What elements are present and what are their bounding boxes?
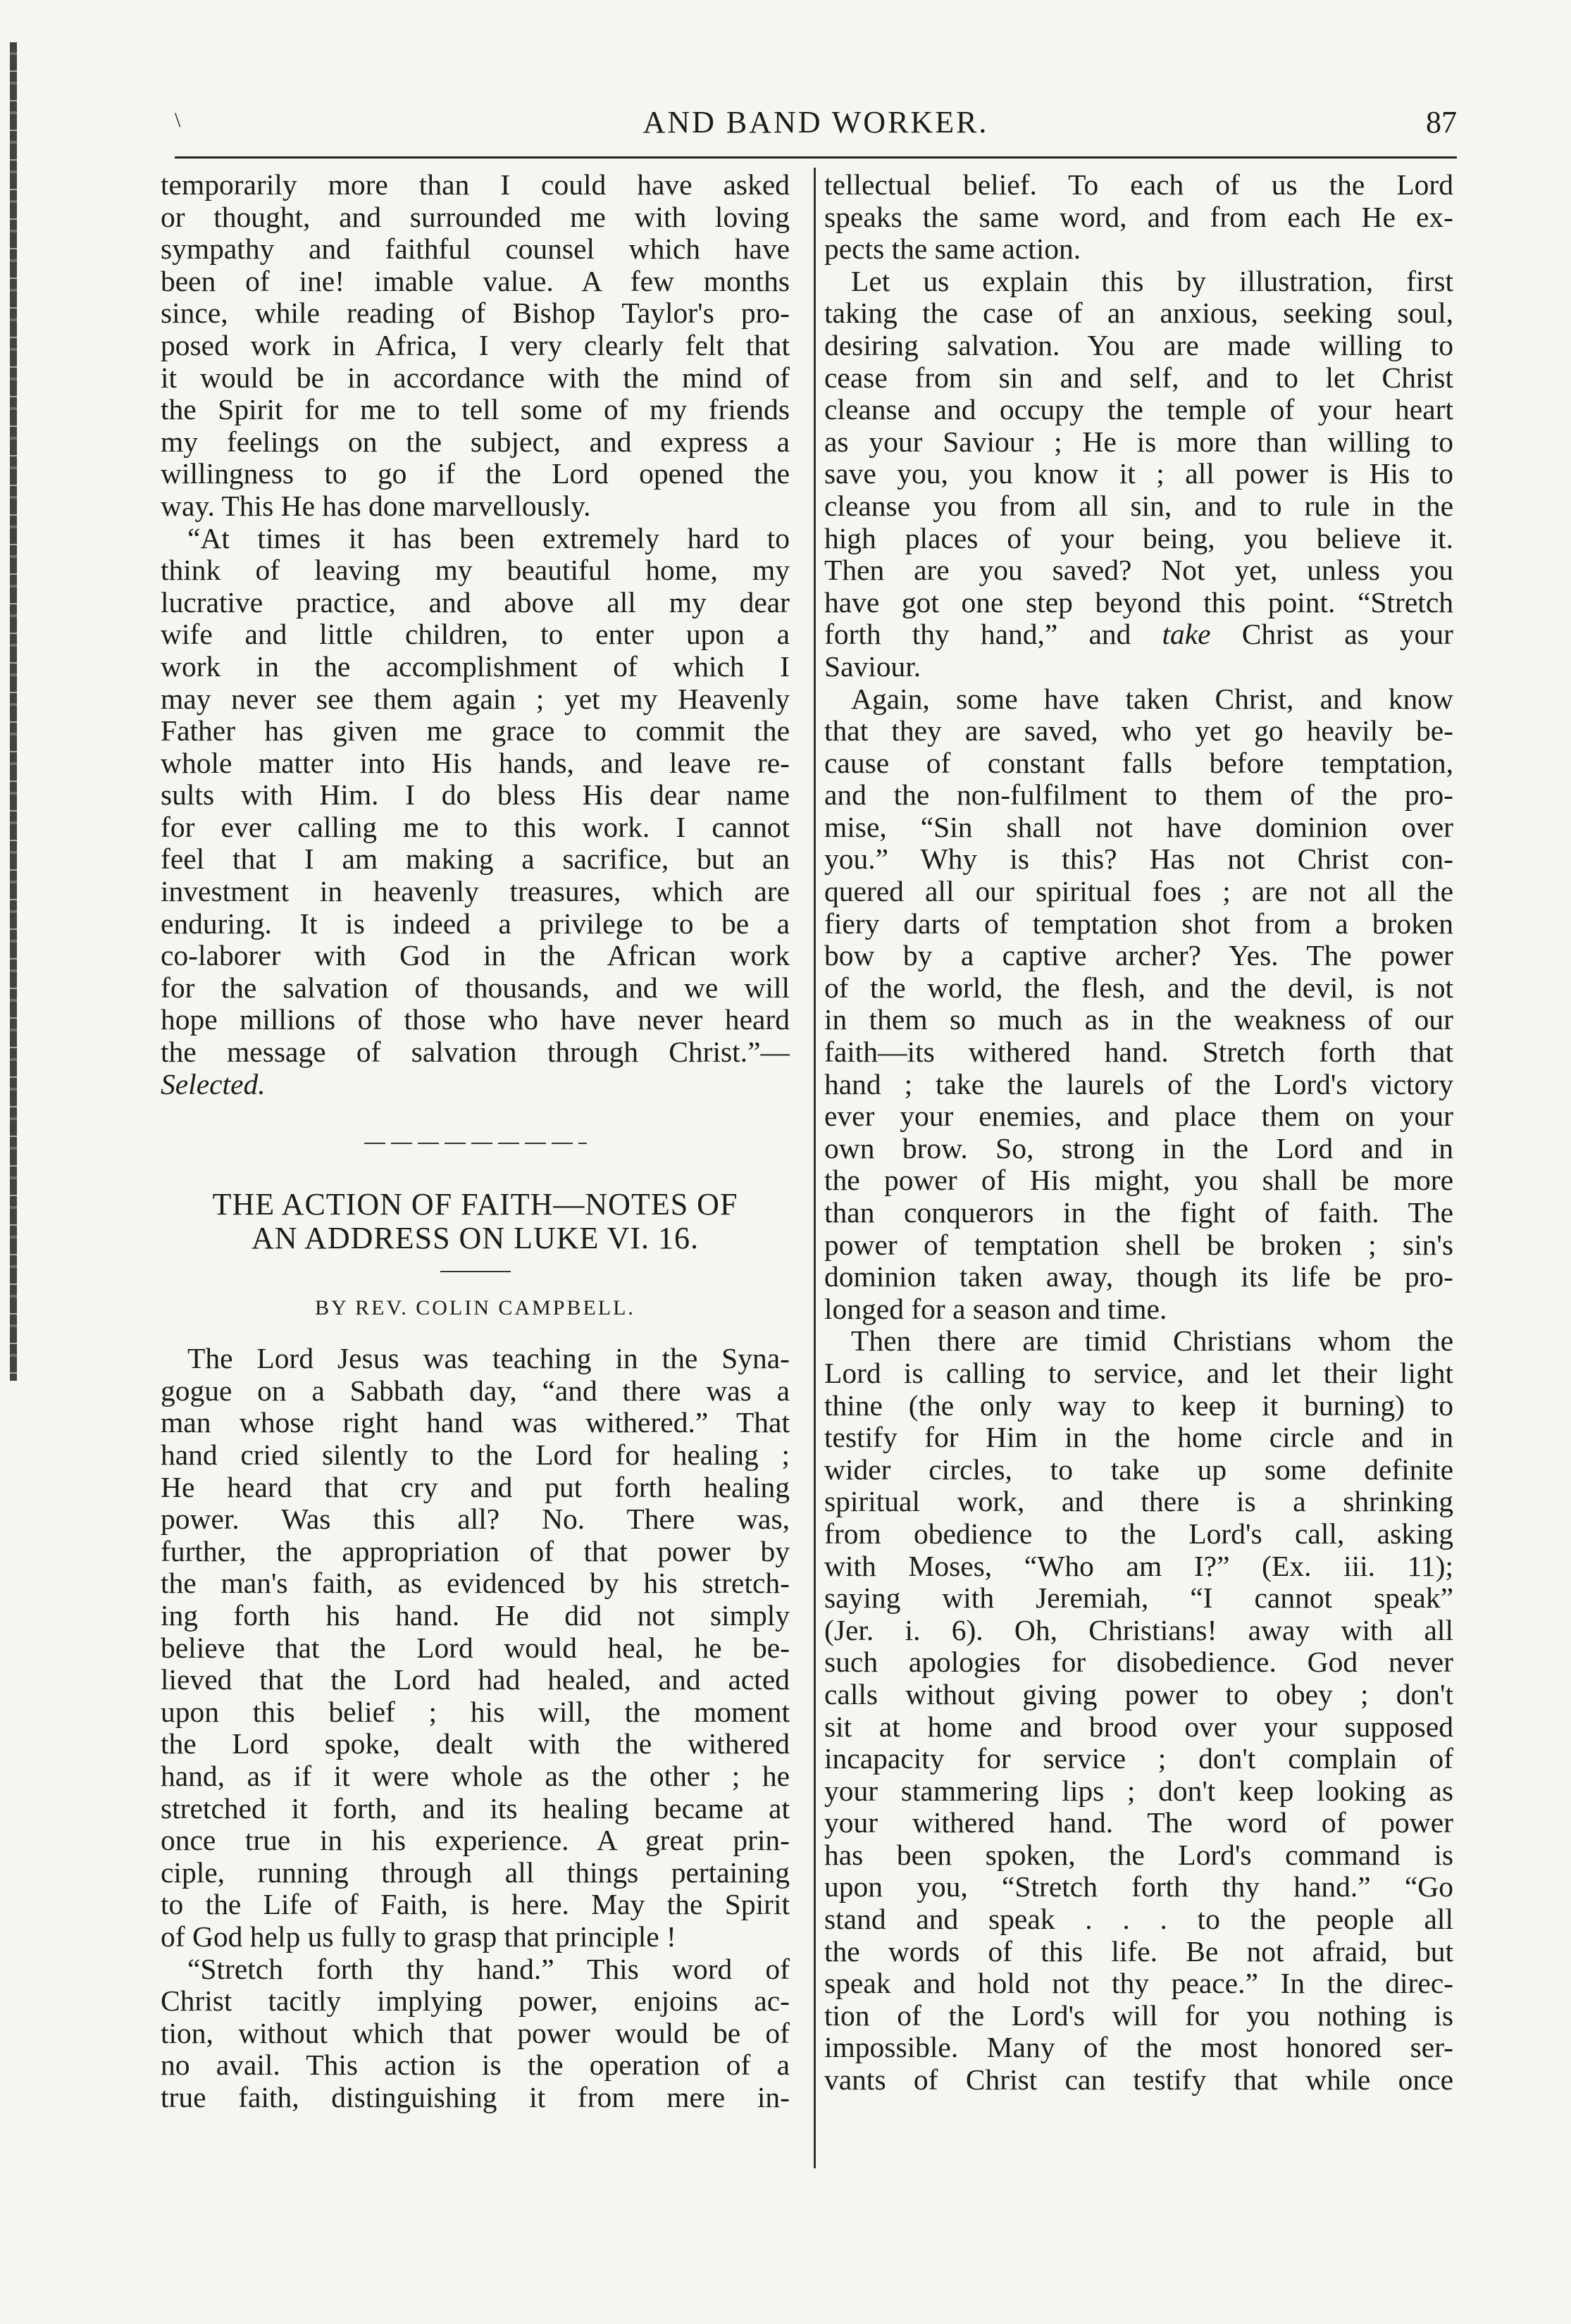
text-line: power of temptation shell be broken ; sin's — [824, 1229, 1453, 1261]
text-line: desiring salvation. You are made willing to — [824, 329, 1453, 361]
left-paragraph-4 — [161, 1953, 790, 2114]
text-line: taking the case of an anxious, seeking soul, — [824, 297, 1453, 330]
left-paragraph-2 — [161, 523, 790, 1101]
text-line: of God help us fully to grasp that principle ! — [161, 1920, 676, 1953]
left-column — [161, 169, 790, 2113]
text-line: tion, without which that power would be of — [161, 2017, 790, 2049]
right-column — [824, 169, 1453, 2096]
text-line: faith—its withered hand. Stretch forth that — [824, 1036, 1453, 1069]
header-mark: \ — [175, 108, 181, 132]
text-line: once true in his experience. A great prin- — [161, 1825, 790, 1857]
text-line: save you, you know it ; all power is His to — [824, 458, 1453, 490]
text-line: Let us explain this by illustration, first — [851, 265, 1453, 297]
text-line: has been spoken, the Lord's command is — [824, 1839, 1453, 1871]
text-line: believe that the Lord would heal, he be- — [161, 1632, 790, 1664]
text-line: lieved that the Lord had healed, and acted — [161, 1664, 790, 1696]
text-line: enduring. It is indeed a privilege to be a — [161, 907, 790, 940]
text-line: been of ine! imable value. A few months — [161, 265, 790, 297]
text-line: speaks the same word, and from each He ex- — [824, 201, 1453, 233]
text-line: Again, some have taken Christ, and know — [851, 683, 1453, 715]
text-line: ciple, running through all things pertaining — [161, 1856, 790, 1889]
section-title-line: AN ADDRESS ON LUKE VI. 16. — [251, 1222, 700, 1256]
text-line: such apologies for disobedience. God never — [824, 1646, 1453, 1679]
text-line: sympathy and faithful counsel which have — [161, 233, 790, 266]
text-line: incapacity for service ; don't complain of — [824, 1743, 1453, 1775]
text-line: cause of constant falls before temptation, — [824, 747, 1453, 779]
section-title-line: THE ACTION OF FAITH—NOTES OF — [212, 1188, 738, 1222]
text-fragment: forth thy hand,” and — [824, 619, 1162, 651]
text-line: have got one step beyond this point. “Stretch — [824, 586, 1453, 619]
text-line: speak and hold not thy peace.” In the direc- — [824, 1968, 1453, 2000]
text-line: cease from sin and self, and to let Christ — [824, 361, 1453, 394]
text-line: upon you, “Stretch forth thy hand.” “Go — [824, 1871, 1453, 1903]
text-line: with Moses, “Who am I?” (Ex. iii. 11); — [824, 1550, 1453, 1582]
text-line: posed work in Africa, I very clearly felt that — [161, 329, 790, 361]
text-line: that they are saved, who yet go heavily be- — [824, 715, 1453, 747]
text-line: hand cried silently to the Lord for healing ; — [161, 1439, 790, 1471]
text-line: cleanse you from all sin, and to rule in the — [824, 490, 1453, 522]
text-line: tellectual belief. To each of us the Lord — [824, 169, 1453, 201]
text-line: willingness to go if the Lord opened the — [161, 458, 790, 490]
text-line: ing forth his hand. He did not simply — [161, 1599, 790, 1632]
right-paragraph-1 — [824, 169, 1453, 266]
text-line: gogue on a Sabbath day, “and there was a — [161, 1374, 790, 1407]
text-line: quered all our spiritual foes ; are not all the — [824, 876, 1453, 908]
text-line: may never see them again ; yet my Heavenly — [161, 683, 790, 715]
text-line: Then are you saved? Not yet, unless you — [824, 554, 1453, 587]
text-line: you.” Why is this? Has not Christ con- — [824, 843, 1453, 876]
text-line: to the Life of Faith, is here. May the Spirit — [161, 1889, 790, 1921]
text-line: hand, as if it were whole as the other ; he — [161, 1760, 790, 1792]
text-line: for the salvation of thousands, and we will — [161, 971, 790, 1004]
text-line: The Lord Jesus was teaching in the Syna- — [187, 1343, 790, 1375]
text-line: “Stretch forth thy hand.” This word of — [187, 1953, 790, 1985]
text-line: own brow. So, strong in the Lord and in — [824, 1132, 1453, 1164]
text-line: power. Was this all? No. There was, — [161, 1503, 790, 1536]
text-line: wife and little children, to enter upon a — [161, 619, 790, 651]
text-line: co-laborer with God in the African work — [161, 940, 790, 972]
text-line: high places of your being, you believe it. — [824, 522, 1453, 554]
text-line: spiritual work, and there is a shrinking — [824, 1486, 1453, 1518]
text-line: fiery darts of temptation shot from a broken — [824, 907, 1453, 940]
text-line: impossible. Many of the most honored ser- — [824, 2032, 1453, 2064]
text-line: mise, “Sin shall not have dominion over — [824, 811, 1453, 843]
text-line: think of leaving my beautiful home, my — [161, 554, 790, 587]
text-line: your withered hand. The word of power — [824, 1807, 1453, 1839]
text-line: ever your enemies, and place them on your — [824, 1100, 1453, 1133]
text-line: hope millions of those who have never heard — [161, 1004, 790, 1036]
text-fragment: Christ as your — [1210, 619, 1453, 651]
text-line: than conquerors in the fight of faith. The — [824, 1197, 1453, 1229]
text-line: dominion taken away, though its life be pro- — [824, 1261, 1453, 1293]
text-line: wider circles, to take up some definite — [824, 1453, 1453, 1486]
text-line: thine (the only way to keep it burning) to — [824, 1389, 1453, 1422]
text-line: no avail. This action is the operation of a — [161, 2049, 790, 2082]
text-line: stretched it forth, and its healing became at — [161, 1792, 790, 1825]
emphasized-word: take — [1162, 619, 1211, 651]
text-line: my feelings on the subject, and express a — [161, 425, 790, 458]
text-line: vants of Christ can testify that while once — [824, 2064, 1453, 2096]
text-line: feel that I am making a sacrifice, but an — [161, 843, 790, 876]
text-line: Saviour. — [824, 650, 921, 683]
text-line: Then there are timid Christians whom the — [851, 1325, 1453, 1357]
text-line: bow by a captive archer? Yes. The power — [824, 940, 1453, 972]
text-line: pects the same action. — [824, 233, 1081, 266]
text-line: (Jer. i. 6). Oh, Christians! away with all — [824, 1614, 1453, 1646]
text-line: upon this belief ; his will, the moment — [161, 1696, 790, 1728]
page-number: 87 — [1426, 105, 1457, 139]
source-attribution: Selected. — [161, 1068, 266, 1100]
text-line: sit at home and brood over your supposed — [824, 1710, 1453, 1743]
text-line: the Lord spoke, dealt with the withered — [161, 1728, 790, 1760]
text-line: Christ tacitly implying power, enjoins ac- — [161, 1985, 790, 2018]
text-line: it would be in accordance with the mind of — [161, 361, 790, 394]
column-divider — [814, 168, 816, 2168]
text-line: your stammering lips ; don't keep looking as — [824, 1775, 1453, 1807]
text-line: “At times it has been extremely hard to — [187, 522, 790, 554]
text-line: saying with Jeremiah, “I cannot speak” — [824, 1582, 1453, 1615]
text-line: He heard that cry and put forth healing — [161, 1471, 790, 1503]
right-paragraph-4 — [824, 1325, 1453, 2096]
text-line: tion of the Lord's will for you nothing is — [824, 1999, 1453, 2032]
section-separator — [364, 1143, 587, 1144]
text-line-with-emphasis — [824, 619, 1453, 651]
text-line: calls without giving power to obey ; don't — [824, 1678, 1453, 1710]
text-line: the message of salvation through Christ.”— — [161, 1036, 790, 1069]
text-line: lucrative practice, and above all my dear — [161, 586, 790, 619]
text-line: man whose right hand was withered.” That — [161, 1407, 790, 1439]
text-line: the power of His might, you shall be more — [824, 1164, 1453, 1197]
left-paragraph-3 — [161, 1343, 790, 1953]
text-line: way. This He has done marvellously. — [161, 490, 591, 522]
text-line: from obedience to the Lord's call, asking — [824, 1517, 1453, 1550]
text-line: the words of this life. Be not afraid, but — [824, 1935, 1453, 1968]
text-line: testify for Him in the home circle and in — [824, 1422, 1453, 1454]
text-line: investment in heavenly treasures, which are — [161, 876, 790, 908]
text-line: and the non-fulfilment to them of the pro- — [824, 779, 1453, 812]
title-rule — [440, 1271, 511, 1272]
text-line: work in the accomplishment of which I — [161, 650, 790, 683]
text-line: of the world, the flesh, and the devil, is not — [824, 971, 1453, 1004]
text-line: longed for a season and time. — [824, 1293, 1167, 1325]
text-line: Lord is calling to service, and let their light — [824, 1357, 1453, 1389]
text-line: sults with Him. I do bless His dear name — [161, 779, 790, 812]
text-line: cleanse and occupy the temple of your heart — [824, 394, 1453, 426]
text-line: in them so much as in the weakness of our — [824, 1004, 1453, 1036]
text-line: Father has given me grace to commit the — [161, 715, 790, 747]
text-line: since, while reading of Bishop Taylor's pro- — [161, 297, 790, 330]
author-byline: BY REV. COLIN CAMPBELL. — [315, 1296, 635, 1320]
text-line: for ever calling me to this work. I cannot — [161, 811, 790, 843]
header-title: AND BAND WORKER. — [642, 105, 989, 139]
text-line: the Spirit for me to tell some of my friends — [161, 394, 790, 426]
text-line: true faith, distinguishing it from mere in- — [161, 2081, 790, 2113]
text-line: the man's faith, as evidenced by his stretch- — [161, 1567, 790, 1600]
text-line: or thought, and surrounded me with loving — [161, 201, 790, 233]
text-line: further, the appropriation of that power by — [161, 1535, 790, 1567]
right-paragraph-2 — [824, 266, 1453, 683]
text-line: as your Saviour ; He is more than willing to — [824, 425, 1453, 458]
text-line: temporarily more than I could have asked — [161, 169, 790, 201]
header-rule — [175, 156, 1457, 159]
right-paragraph-3 — [824, 683, 1453, 1326]
text-line: hand ; take the laurels of the Lord's victory — [824, 1068, 1453, 1100]
left-paragraph-1 — [161, 169, 790, 523]
section-title — [161, 1188, 790, 1255]
running-header — [175, 104, 1457, 155]
text-line: whole matter into His hands, and leave re- — [161, 747, 790, 779]
page-binding-edge — [10, 42, 17, 1381]
text-line: stand and speak . . . to the people all — [824, 1903, 1453, 1936]
